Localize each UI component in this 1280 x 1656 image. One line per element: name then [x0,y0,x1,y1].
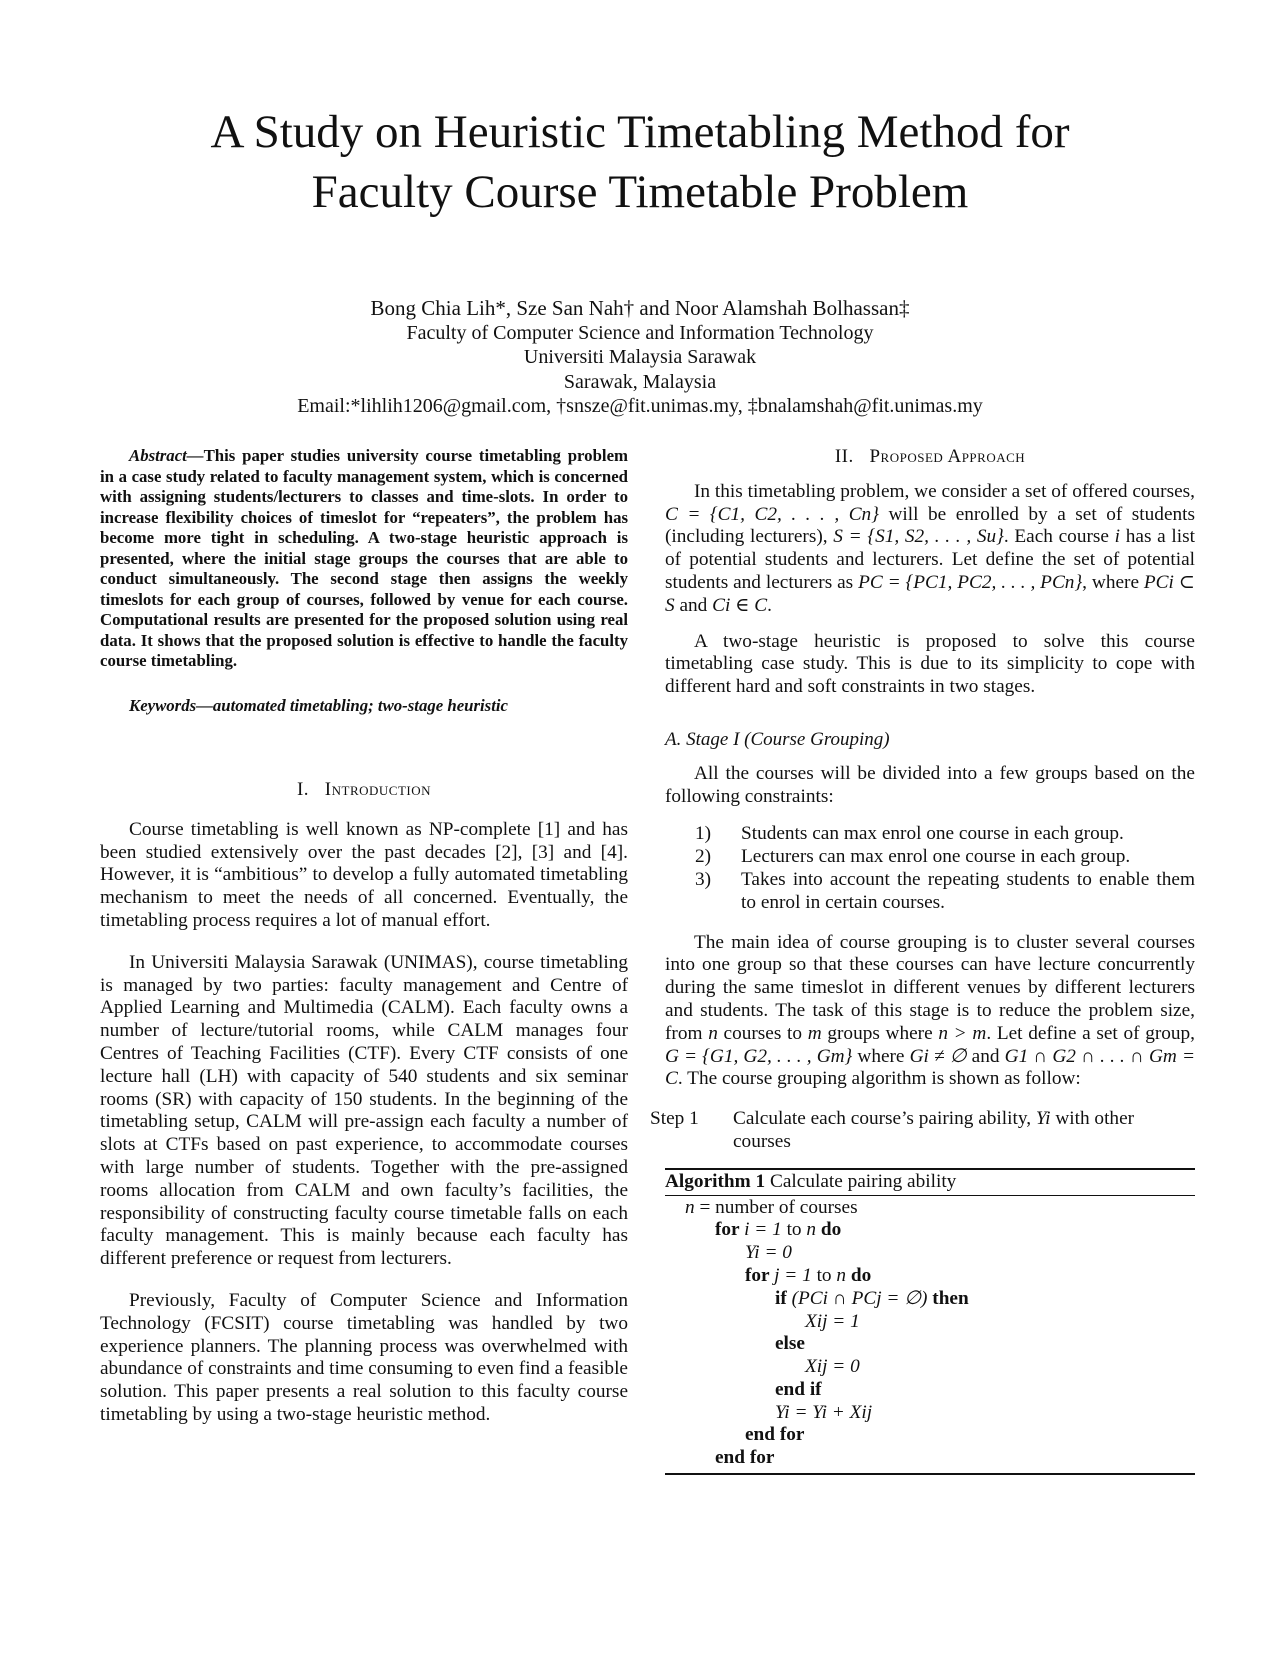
algorithm-line: Xij = 1 [805,1310,860,1332]
algorithm-line: n = number of courses [685,1196,858,1218]
constraint-list [665,823,1195,914]
author-location: Sarawak, Malaysia [563,370,717,393]
left-column [100,446,628,1427]
author-names: Bong Chia Lih*, Sze San Nah† and Noor Alamshah Bolhassan‡ [370,296,910,320]
keywords: Keywords—automated timetabling; two-stage heuristic [129,695,508,715]
abstract-text: This paper studies university course timetabling problem in a case study related to faculty management system, which is concerned with assigning students/lecturers to classes and time-slots. In order to increase flexibility choices of timeslot for “repeaters”, the problem has become more tight in scheduling. A two-stage heuristic approach is presented, where the initial stage groups the courses that are able to conduct simultaneously. The second stage then assigns the weekly timeslots for each group of courses, followed by venue for each course. Computational results are presented for the proposed solution using real data. It shows that the proposed solution is effective to handle the faculty course timetabling. [100,446,628,670]
abstract [100,446,628,672]
step-label: Step 1 [650,1108,699,1130]
algorithm-line: Xij = 0 [805,1356,860,1378]
algorithm-body [665,1196,1195,1474]
paper-title [0,102,1280,222]
algorithm-line: Yi = 0 [745,1242,792,1264]
math-student-set: S = {S1, S2, . . . , Su} [833,526,1004,548]
section-heading-proposed-approach [665,446,1195,469]
algorithm-line: else [775,1333,805,1355]
algorithm-line: end for [745,1424,805,1446]
algorithm-step-1: Step 1 Calculate each course’s pairing ability, Yi with other courses [650,1108,1135,1152]
algorithm-caption: Algorithm 1 Calculate pairing ability [665,1170,1195,1196]
algorithm-label: Algorithm 1 [665,1170,766,1192]
algorithm-line: if (PCi ∩ PCj = ∅) then [775,1287,969,1309]
title-line-2: Faculty Course Timetable Problem [311,166,969,218]
section-title: Proposed Approach [869,446,1026,467]
intro-paragraph-1: Course timetabling is well known as NP-complete [1] and has been studied extensively over the past decades [2], [3] and [4]. However, it is “ambitious” to develop a fully automated timetabling mechanism to meet the needs of all concerned. Eventually, the timetabling process requires a lot of manual effort. [100,818,628,931]
intro-paragraph-3: Previously, Faculty of Computer Science and Information Technology (FCSIT) course timetabling was handled by two experience planners. The planning process was overwhelmed with abundance of constraints and time consuming to even find a feasible solution. This paper presents a real solution to this faculty course timetabling by using a two-stage heuristic method. [100,1289,628,1425]
algorithm-line: end if [775,1378,822,1400]
algorithm-box [665,1168,1195,1475]
title-line-1: A Study on Heuristic Timetabling Method for [210,106,1070,158]
grouping-paragraph: The main idea of course grouping is to cluster several courses into one group so that these courses can have lecture concurrently during the same timeslot in different venues by different lecturers and students. The task of this stage is to reduce the problem size, from n courses to m groups where n > m. Let define a set of group, G = {G1, G2, . . . , Gm} where Gi ≠ ∅ and G1 ∩ G2 ∩ . . . ∩ Gm = C. The course grouping algorithm is shown as follow: [665,931,1195,1090]
algorithm-line: end for [715,1447,775,1469]
list-item: 1) Students can max enrol one course in each group. [695,823,1124,845]
author-email: Email:*lihlih1206@gmail.com, †snsze@fit.unimas.my, ‡bnalamshah@fit.unimas.my [297,395,983,417]
stage1-intro: All the courses will be divided into a few groups based on the following constraints: [665,762,1195,807]
section-heading-introduction [100,779,628,802]
section-title: Introduction [324,779,432,800]
abstract-lead: Abstract— [129,446,204,465]
approach-paragraph-1: In this timetabling problem, we consider a set of offered courses, C = {C1, C2, . . . , Cn} will be enrolled by a set of students (including lecturers), S = {S1, S2, . . . , Su}. Each course i has a list of potential students and lecturers. Let define the set of potential students and lecturers as PC = {PC1, PC2, . . . , PCn}, where PCi ⊂ S and Ci ∈ C. [665,480,1196,616]
math-course-index: i [1114,526,1121,548]
math-element: Ci ∈ C [712,594,768,616]
approach-paragraph-2: A two-stage heuristic is proposed to solve this course timetabling case study. This is due to its simplicity to cope with different hard and soft constraints in two stages. [665,630,1195,698]
author-affiliation: Faculty of Computer Science and Information Technology [406,321,874,344]
author-block [0,296,1280,419]
subsection-heading-stage-1: A. Stage I (Course Grouping) [665,728,890,750]
section-number: II. [834,446,854,467]
math-subset: PCi ⊂ S [665,571,1195,616]
right-column [650,446,1196,1475]
section-number: I. [296,779,310,800]
math-course-set: C = {C1, C2, . . . , Cn} [665,503,879,525]
list-item: 3) Takes into account the repeating students to enable them to enrol in certain courses. [695,868,1195,913]
intro-paragraph-2: In Universiti Malaysia Sarawak (UNIMAS), course timetabling is managed by two parties: faculty management and Centre of Applied Learning and Multimedia (CALM). Each faculty owns a number of lecture/tutorial rooms, while CALM manages four Centres of Teaching Facilities (CTF). Every CTF consists of one lecture hall (LH) with capacity of 540 students and six seminar rooms (SR) with capacity of 150 students. In the beginning of the timetabling setup, CALM will pre-assign each faculty a number of slots at CTFs based on past experience, to accommodate courses with large number of students. Together with the pre-assigned rooms allocation from CALM and own faculty’s facilities, the responsibility of constructing faculty course timetable falls on each faculty management. This is mainly because each faculty has different preference or request from lecturers. [100,951,628,1270]
algorithm-line: Yi = Yi + Xij [775,1401,873,1423]
algorithm-line: for j = 1 to n do [745,1264,872,1286]
math-potential-set: PC = {PC1, PC2, . . . , PCn} [858,571,1083,593]
algorithm-line: for i = 1 to n do [715,1219,842,1241]
list-item: 2) Lecturers can max enrol one course in each group. [695,846,1131,868]
author-university: Universiti Malaysia Sarawak [523,346,757,368]
